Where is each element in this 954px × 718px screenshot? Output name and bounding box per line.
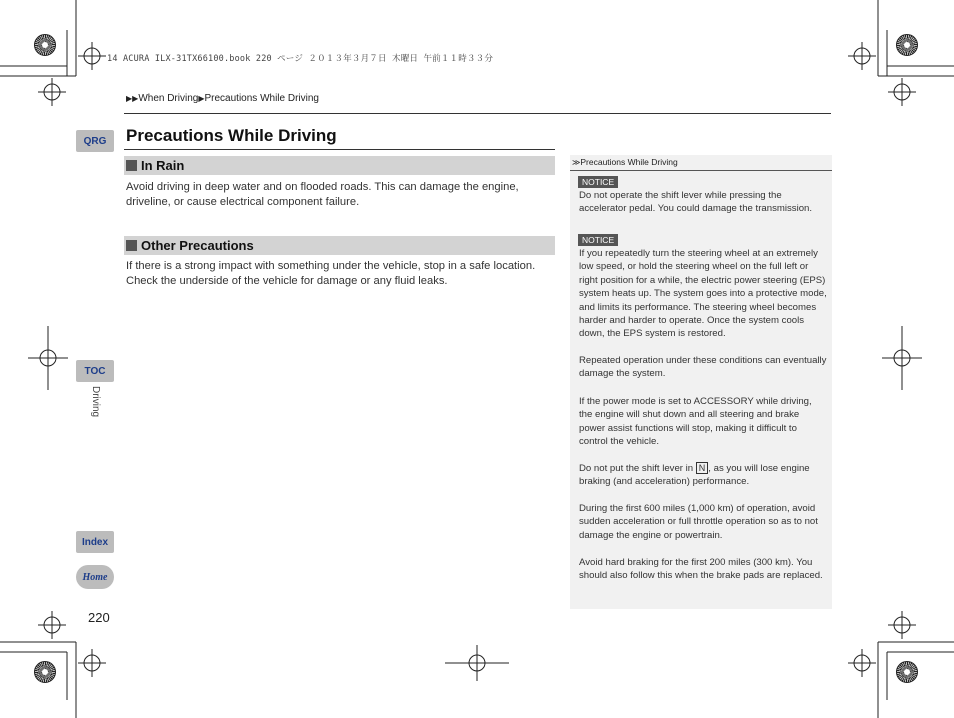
neutral-key-icon: N [696,462,709,474]
print-header: 14 ACURA ILX-31TX66100.book 220 ページ ２０１３年３月７日 木曜日 午前１１時３３分 [107,54,494,64]
registration-disc-icon [896,34,918,56]
page-title: Precautions While Driving [126,126,337,145]
reference-arrow-icon: ≫ [572,158,581,167]
sidebar-notes [570,155,832,609]
section-heading-other-precautions [124,236,555,255]
section-body-other-precautions: If there is a strong impact with something under the vehicle, stop in a safe location. Check the underside of the vehicle for damage or any fluid leaks. [126,260,536,287]
breadcrumb-item-when-driving[interactable]: When Driving [138,93,199,104]
page-number: 220 [88,610,110,625]
toc-tab[interactable]: TOC [76,360,114,382]
title-rule [124,149,555,150]
note-hard-braking: Avoid hard braking for the first 200 miles (300 km). You should also follow this when the brake pads are replaced. [579,557,823,582]
section-heading-text: Other Precautions [141,238,254,253]
qrg-tab[interactable]: QRG [76,130,114,152]
notice-text-eps-repeat: Repeated operation under these conditions can eventually damage the system. [579,355,827,380]
square-bullet-icon [126,160,137,171]
breadcrumb-arrow-icon: ▶ [198,94,205,103]
breadcrumb-item-current[interactable]: Precautions While Driving [204,93,319,104]
sidebar-notes-header[interactable] [570,155,832,171]
section-heading-text: In Rain [141,158,185,173]
notice-text-shift-lever: Do not operate the shift lever while pressing the accelerator pedal. You could damage the transmission. [579,190,813,215]
square-bullet-icon [126,240,137,251]
notice-badge: NOTICE [578,176,618,188]
notice-text-eps: If you repeatedly turn the steering wheel at an extremely low speed, or hold the steering wheel on the full left or right position for a while, the electric power steering (EPS) system heats up. The system goes into a protective mode, and limits its performance. The steering wheel becomes harder and harder to operate. Once the system cools down, the EPS system is restored. [579,248,827,340]
home-button[interactable]: Home [76,565,114,589]
sidebar-notes-title: Precautions While Driving [580,157,678,167]
note-shift-neutral [579,462,827,489]
breadcrumb [126,93,319,104]
registration-disc-icon [34,661,56,683]
note-power-mode: If the power mode is set to ACCESSORY while driving, the engine will shut down and all steering and brake power assist functions will stop, making it difficult to control the vehicle. [579,396,812,448]
note-shift-text: Do not put the shift lever in [579,463,694,474]
index-tab[interactable]: Index [76,531,114,553]
section-label: Driving [90,386,101,418]
breadcrumb-arrow-icon: ▶▶ [126,94,139,103]
section-body-in-rain: Avoid driving in deep water and on flooded roads. This can damage the engine, driveline, or cause electrical component failure. [126,181,519,208]
note-break-in: During the first 600 miles (1,000 km) of operation, avoid sudden acceleration or full throttle operation so as to not damage the engine or powertrain. [579,503,818,541]
header-rule [124,113,831,114]
section-heading-in-rain [124,156,555,175]
notice-badge: NOTICE [578,234,618,246]
note-shift-text-end: , as you will lose engine braking (and acceleration) performance. [579,463,810,488]
registration-disc-icon [896,661,918,683]
registration-disc-icon [34,34,56,56]
